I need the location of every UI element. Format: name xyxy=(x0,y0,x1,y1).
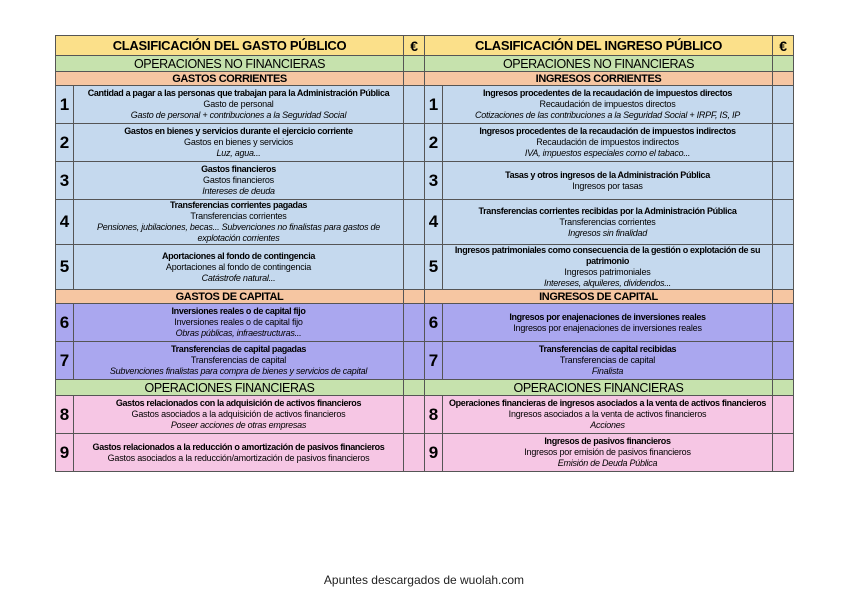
section-row-financieras xyxy=(56,380,794,396)
gasto-section-financieras: OPERACIONES FINANCIERAS xyxy=(56,380,404,396)
gasto-euro-header: € xyxy=(404,36,425,56)
ingreso-title: Transferencias de capital recibidas xyxy=(538,344,677,354)
ingreso-number: 7 xyxy=(425,342,443,380)
ingreso-example: Intereses, alquileres, dividendos... xyxy=(543,278,672,288)
ingreso-title: CLASIFICACIÓN DEL INGRESO PÚBLICO xyxy=(425,36,773,56)
ingreso-subtitle: Ingresos por enajenaciones de inversiones reales xyxy=(513,322,702,333)
gasto-example: Gasto de personal + contribuciones a la Seguridad Social xyxy=(130,110,347,120)
gasto-title: Transferencias de capital pagadas xyxy=(170,344,307,354)
gasto-number: 3 xyxy=(56,162,74,200)
gasto-amount-cell[interactable] xyxy=(404,434,425,472)
gastos-corrientes-header: GASTOS CORRIENTES xyxy=(56,72,404,86)
gasto-subtitle: Gastos en bienes y servicios xyxy=(184,137,293,147)
gasto-cell xyxy=(74,124,404,162)
ingreso-subtitle: Ingresos asociados a la venta de activos financieros xyxy=(508,409,707,419)
table-row xyxy=(56,396,794,434)
ingreso-amount-cell[interactable] xyxy=(773,396,794,434)
ingreso-number: 3 xyxy=(425,162,443,200)
gasto-cell xyxy=(74,434,404,472)
table-header-row xyxy=(56,36,794,56)
gasto-example: Poseer acciones de otras empresas xyxy=(170,420,307,430)
euro-cell xyxy=(404,290,425,304)
gasto-number: 9 xyxy=(56,434,74,472)
ingreso-number: 5 xyxy=(425,245,443,290)
gasto-example: Subvenciones finalistas para compra de bienes y servicios de capital xyxy=(109,366,368,376)
gasto-cell xyxy=(74,342,404,380)
gasto-title: Transferencias corrientes pagadas xyxy=(169,200,308,210)
subsection-row-capital xyxy=(56,290,794,304)
table-row xyxy=(56,86,794,124)
ingreso-cell xyxy=(443,245,773,290)
gasto-subtitle: Gastos asociados a la reducción/amortización de pasivos financieros xyxy=(107,452,370,463)
gasto-amount-cell[interactable] xyxy=(404,86,425,124)
ingreso-subtitle: Ingresos por emisión de pasivos financieros xyxy=(524,447,691,457)
ingreso-section-no-financieras: OPERACIONES NO FINANCIERAS xyxy=(425,56,773,72)
euro-cell xyxy=(404,72,425,86)
gasto-title: Cantidad a pagar a las personas que trabajan para la Administración Pública xyxy=(87,88,390,98)
ingreso-amount-cell[interactable] xyxy=(773,304,794,342)
euro-cell xyxy=(773,290,794,304)
gasto-cell xyxy=(74,162,404,200)
ingreso-cell xyxy=(443,200,773,245)
gasto-amount-cell[interactable] xyxy=(404,162,425,200)
table-row xyxy=(56,245,794,290)
ingreso-cell xyxy=(443,342,773,380)
gasto-number: 4 xyxy=(56,200,74,245)
ingreso-cell xyxy=(443,124,773,162)
gasto-title: Gastos relacionados con la adquisición de activos financieros xyxy=(115,398,362,408)
gasto-cell xyxy=(74,86,404,124)
ingreso-title: Ingresos procedentes de la recaudación de impuestos directos xyxy=(482,88,733,98)
gasto-number: 7 xyxy=(56,342,74,380)
ingreso-subtitle: Transferencias corrientes xyxy=(559,216,656,227)
gasto-example: Luz, agua... xyxy=(216,148,261,158)
euro-cell xyxy=(404,380,425,396)
ingreso-number: 1 xyxy=(425,86,443,124)
gasto-example: Intereses de deuda xyxy=(202,186,275,196)
table-row xyxy=(56,124,794,162)
ingreso-number: 8 xyxy=(425,396,443,434)
gasto-amount-cell[interactable] xyxy=(404,304,425,342)
ingreso-title: Tasas y otros ingresos de la Administración Pública xyxy=(505,169,710,180)
ingreso-euro-header: € xyxy=(773,36,794,56)
gasto-title: Inversiones reales o de capital fijo xyxy=(171,306,306,316)
gasto-cell xyxy=(74,200,404,245)
gasto-amount-cell[interactable] xyxy=(404,396,425,434)
ingreso-example: Ingresos sin finalidad xyxy=(567,227,648,238)
ingreso-amount-cell[interactable] xyxy=(773,245,794,290)
subsection-row-corrientes xyxy=(56,72,794,86)
table-row xyxy=(56,434,794,472)
gasto-section-no-financieras: OPERACIONES NO FINANCIERAS xyxy=(56,56,404,72)
gasto-cell xyxy=(74,396,404,434)
ingreso-subtitle: Recaudación de impuestos indirectos xyxy=(536,137,679,147)
euro-cell xyxy=(773,56,794,72)
ingreso-amount-cell[interactable] xyxy=(773,434,794,472)
gasto-subtitle: Transferencias de capital xyxy=(190,355,287,365)
ingreso-example: Finalista xyxy=(591,366,624,376)
gasto-title: Gastos financieros xyxy=(201,164,276,174)
gasto-number: 8 xyxy=(56,396,74,434)
section-row-no-financieras xyxy=(56,56,794,72)
ingreso-subtitle: Ingresos patrimoniales xyxy=(564,267,651,277)
gasto-cell xyxy=(74,245,404,290)
ingreso-example: Emisión de Deuda Pública xyxy=(557,458,658,468)
ingreso-number: 6 xyxy=(425,304,443,342)
euro-cell xyxy=(404,56,425,72)
ingreso-cell xyxy=(443,304,773,342)
gasto-title: Gastos relacionados a la reducción o amortización de pasivos financieros xyxy=(92,441,385,452)
ingreso-amount-cell[interactable] xyxy=(773,200,794,245)
ingreso-subtitle: Transferencias de capital xyxy=(559,355,656,365)
gasto-example: Obras públicas, infraestructuras... xyxy=(175,328,302,338)
table-row xyxy=(56,304,794,342)
ingreso-title: Ingresos patrimoniales como consecuencia de la gestión o explotación de su patrimonio xyxy=(454,245,761,266)
gasto-number: 2 xyxy=(56,124,74,162)
footer-text: Apuntes descargados de wuolah.com xyxy=(323,573,525,587)
ingreso-amount-cell[interactable] xyxy=(773,342,794,380)
gasto-subtitle: Aportaciones al fondo de contingencia xyxy=(165,261,312,272)
ingreso-section-financieras: OPERACIONES FINANCIERAS xyxy=(425,380,773,396)
gasto-number: 1 xyxy=(56,86,74,124)
gasto-title: Gastos en bienes y servicios durante el ejercicio corriente xyxy=(124,126,353,136)
gasto-example: Catástrofe natural... xyxy=(201,272,276,283)
gasto-subtitle: Gasto de personal xyxy=(203,99,274,109)
ingreso-title: Ingresos procedentes de la recaudación de impuestos indirectos xyxy=(479,126,736,136)
ingreso-amount-cell[interactable] xyxy=(773,162,794,200)
ingresos-capital-header: INGRESOS DE CAPITAL xyxy=(425,290,773,304)
ingreso-cell xyxy=(443,162,773,200)
ingreso-example: Cotizaciones de las contribuciones a la Seguridad Social + IRPF, IS, IP xyxy=(475,110,740,120)
ingreso-title: Ingresos de pasivos financieros xyxy=(544,436,671,446)
ingreso-title: Transferencias corrientes recibidas por la Administración Pública xyxy=(478,205,737,216)
ingresos-corrientes-header: INGRESOS CORRIENTES xyxy=(425,72,773,86)
gasto-example: Pensiones, jubilaciones, becas... Subvenciones no finalistas para gastos de explotación corrientes xyxy=(97,222,380,243)
euro-cell xyxy=(773,380,794,396)
ingreso-number: 2 xyxy=(425,124,443,162)
ingreso-subtitle: Recaudación de impuestos directos xyxy=(539,99,676,109)
ingreso-title: Operaciones financieras de ingresos asociados a la venta de activos financieros xyxy=(449,398,766,408)
gasto-title: CLASIFICACIÓN DEL GASTO PÚBLICO xyxy=(56,36,404,56)
gasto-number: 6 xyxy=(56,304,74,342)
classification-table xyxy=(55,35,794,472)
ingreso-example: IVA, impuestos especiales como el tabaco... xyxy=(524,148,691,158)
gasto-amount-cell[interactable] xyxy=(404,342,425,380)
ingreso-title: Ingresos por enajenaciones de inversiones reales xyxy=(509,311,706,322)
gasto-amount-cell[interactable] xyxy=(404,200,425,245)
gasto-subtitle: Inversiones reales o de capital fijo xyxy=(174,317,303,327)
ingreso-amount-cell[interactable] xyxy=(773,86,794,124)
gasto-amount-cell[interactable] xyxy=(404,245,425,290)
table-row xyxy=(56,162,794,200)
table-row xyxy=(56,342,794,380)
gasto-subtitle: Gastos asociados a la adquisición de activos financieros xyxy=(131,409,346,419)
ingreso-example: Acciones xyxy=(590,420,625,430)
ingreso-cell xyxy=(443,396,773,434)
ingreso-amount-cell[interactable] xyxy=(773,124,794,162)
ingreso-number: 9 xyxy=(425,434,443,472)
table-row xyxy=(56,200,794,245)
gasto-cell xyxy=(74,304,404,342)
ingreso-number: 4 xyxy=(425,200,443,245)
gasto-number: 5 xyxy=(56,245,74,290)
ingreso-cell xyxy=(443,434,773,472)
ingreso-subtitle: Ingresos por tasas xyxy=(572,180,643,191)
gastos-capital-header: GASTOS DE CAPITAL xyxy=(56,290,404,304)
euro-cell xyxy=(773,72,794,86)
gasto-title: Aportaciones al fondo de contingencia xyxy=(161,250,316,261)
gasto-amount-cell[interactable] xyxy=(404,124,425,162)
gasto-subtitle: Gastos financieros xyxy=(203,175,274,185)
gasto-subtitle: Transferencias corrientes xyxy=(190,211,287,221)
ingreso-cell xyxy=(443,86,773,124)
